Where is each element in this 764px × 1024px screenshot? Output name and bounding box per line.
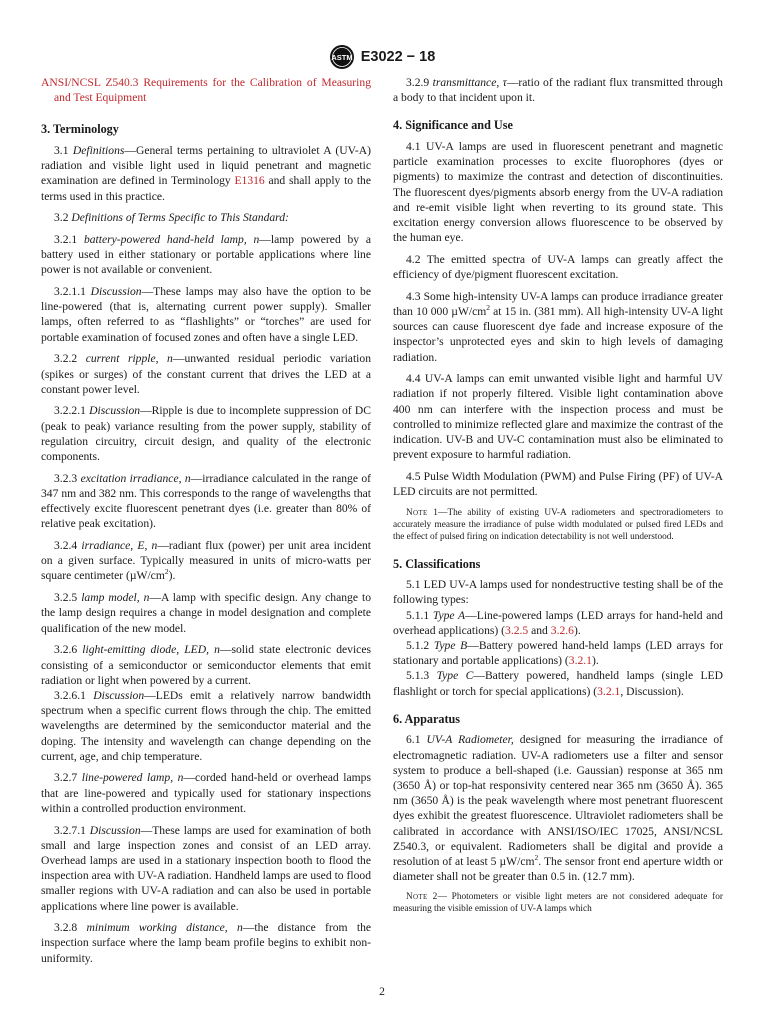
para-4-2: 4.2 The emitted spectra of UV-A lamps can greatly affect the efficiency of dye/pigment fluorescent excitation. bbox=[393, 252, 723, 282]
para-3-2: 3.2 Definitions of Terms Specific to This Standard: bbox=[54, 211, 289, 225]
para-3-2-5: 3.2.5 lamp model, n—A lamp with specific design. Any change to the lamp design requires a change in model designation and complete qualification of the new model. bbox=[41, 591, 371, 635]
section-heading-apparatus: 6. Apparatus bbox=[393, 711, 461, 726]
reference-link-3-2-1[interactable]: 3.2.1 bbox=[568, 654, 592, 668]
para-5-1-3: 5.1.3 Type C—Battery powered, handheld lamps (single LED flashlight or torch for special applications) (3.2.1, Discussion). bbox=[393, 669, 723, 698]
page-number: 2 bbox=[379, 985, 385, 998]
para-4-1: 4.1 UV-A lamps are used in fluorescent penetrant and magnetic particle examination processes to excite fluorophores (dyes or pigments) to maximize the contrast and detection of discontinuities. The fluorescent dyes/pigments absorb energy from the UV-A radiation and re-emit visible light when reverting to its ground state. This excitation energy conversion allows fluorescence to be observed by the human eye. bbox=[393, 139, 723, 245]
para-3-2-7-1: 3.2.7.1 Discussion—These lamps are used for examination of both small and large inspection zones and consist of an LED array. Overhead lamps are used in a stationary inspection booth to flood the inspection area with UV-A radiation. Handheld lamps are used to flood smaller regions with UV-A radiation and can also be used in portable applications where line power is available. bbox=[41, 823, 371, 913]
reference-link-3-2-6[interactable]: 3.2.6 bbox=[550, 623, 574, 637]
para-3-2-2-1: 3.2.2.1 Discussion—Ripple is due to incomplete suppression of DC (peak to peak) variance resulting from the power supply, stability of regulation circuitry, circuit design, and quality of the electronic components. bbox=[41, 404, 371, 464]
para-3-2-6-1: 3.2.6.1 Discussion—LEDs emit a relatively narrow bandwidth spectrum when a specific current flows through the chip. The emitted wavelengths are determined by the semiconductor material and the doping. The intensity and wavelength can change depending on the current, age, and chip temperature. bbox=[41, 688, 371, 763]
para-3-2-9: 3.2.9 transmittance, τ—ratio of the radiant flux transmitted through a body to that incident upon it. bbox=[393, 76, 723, 105]
para-3-2-6: 3.2.6 light-emitting diode, LED, n—solid state electronic devices consisting of a semiconductor or semiconductor elements that emit radiation or light when powered by a current. bbox=[41, 643, 371, 687]
para-4-5: 4.5 Pulse Width Modulation (PWM) and Pulse Firing (PF) of UV-A LED circuits are not permitted. bbox=[393, 469, 723, 499]
para-4-4: 4.4 UV-A lamps can emit unwanted visible light and harmful UV radiation if not properly filtered. Visible light contamination above 400 nm can interfere with the inspection process and must be controlled to minimize reflected glare and maximize the contrast of the indication. UV-B and UV-C contamination must also be eliminated to prevent exposure to harmful radiation. bbox=[393, 372, 723, 462]
note-1: Note 1—The ability of existing UV-A radiometers and spectroradiometers to accurately measure the irradiance of pulse width modulated or pulsed fired LEDs and the effect of pulsed firing on indication detectability is not well understood. bbox=[393, 508, 724, 542]
para-5-1-1: 5.1.1 Type A—Line-powered lamps (LED arrays for hand-held and overhead applications) (3.2.5 and 3.2.6). bbox=[393, 608, 723, 637]
para-3-2-7: 3.2.7 line-powered lamp, n—corded hand-held or overhead lamps that are line-powered and typically used for stationary inspections within a controlled production environment. bbox=[41, 771, 371, 815]
reference-link-3-2-5[interactable]: 3.2.5 bbox=[505, 623, 529, 637]
para-5-1: 5.1 LED UV-A lamps used for nondestructive testing shall be of the following types: bbox=[393, 578, 724, 607]
note-2: Note 2— Photometers or visible light meters are not considered adequate for measuring the visible emission of UV-A lamps which bbox=[393, 892, 723, 915]
logo-text: ASTM bbox=[331, 53, 353, 62]
section-heading-classifications: 5. Classifications bbox=[393, 556, 481, 571]
page-header bbox=[0, 44, 764, 70]
para-6-1: 6.1 UV-A Radiometer, designed for measuring the irradiance of electromagnetic radiation. UV-A radiometers use a filter and sensor system to produce a bell-shaped (i.e. Gaussian) response at 365 nm (3650 Å) or top-hat responsivity centered near 365 nm (3650 Å). 365 nm (3650 Å) is the peak wavelength where most penetrant fluorescent dyes exhibit the greatest fluorescence. Ultraviolet radiometers shall be calibrated in accordance with ANSI/ISO/IEC 17025, ANSI/NCSL Z540.3, or equivalent. Radiometers shall be digital and provide a resolution of at least 5 $\mu W/cm^2$. The sensor front end aperture width or diameter shall not be greater than 0.5 in. (12.7 mm). bbox=[393, 733, 724, 884]
left-column bbox=[41, 75, 371, 966]
reference-ansi-z540 bbox=[41, 75, 371, 105]
para-3-2-4: 3.2.4 irradiance, E, n—radiant flux (power) per unit area incident on a given surface. Typically measured in units of micro-watts per square centimeter $(\mu W/cm^2)$. bbox=[41, 539, 371, 583]
para-3-2-8: 3.2.8 minimum working distance, n—the distance from the inspection surface where the lamp beam profile begins to exhibit non-uniformity. bbox=[41, 921, 372, 965]
section-heading-terminology: 3. Terminology bbox=[41, 122, 119, 137]
para-3-2-3: 3.2.3 excitation irradiance, n—irradiance calculated in the range of 347 nm and 382 nm. This corresponds to the range of wavelengths that effectively excite fluorescent penetrant dyes (i.e. greater than 80% of relative peak excitation). bbox=[41, 471, 371, 531]
para-3-2-1: 3.2.1 battery-powered hand-held lamp, n—lamp powered by a battery used in either stationary or portable applications where line power is not available or convenient. bbox=[41, 232, 371, 277]
document-designation: E3022 − 18 bbox=[360, 49, 436, 65]
para-5-1-2: 5.1.2 Type B—Battery powered hand-held lamps (LED arrays for stationary and portable applications) (3.2.1). bbox=[393, 639, 723, 668]
para-3-1: 3.1 Definitions—General terms pertaining to ultraviolet A (UV-A) radiation and visible light used in liquid penetrant and magnetic examination are defined in Terminology E1316 and shall apply to the terms used in this practice. bbox=[41, 143, 371, 203]
reference-title: Requirements for the Calibration of Measuring and Test Equipment bbox=[54, 76, 371, 105]
para-3-2-1-1: 3.2.1.1 Discussion—These lamps may also have the option to be line-powered (that is, alternating current power supply). Smaller lamps, often referred to as “flashlights” or “torches” are used for portable examination of focused zones and often have a single LED. bbox=[41, 285, 371, 344]
reference-link-ansi-z540[interactable]: ANSI/NCSL Z540.3 bbox=[41, 76, 139, 89]
para-3-2-2: 3.2.2 current ripple, n—unwanted residual periodic variation (spikes or surges) of the constant current that drives the LED at a constant power level. bbox=[41, 352, 371, 396]
para-4-3: 4.3 Some high-intensity UV-A lamps can produce irradiance greater than 10 000 $\mu W/cm^2$ at 15 in. (381 mm). All high-intensity UV-A light sources can cause fluorescent dye fade and increase exposure of the inspector’s unprotected eyes and skin to high levels of damaging radiation. bbox=[393, 289, 723, 364]
right-column bbox=[393, 75, 723, 916]
reference-link-e1316[interactable]: E1316 bbox=[234, 174, 265, 188]
section-heading-significance: 4. Significance and Use bbox=[393, 118, 513, 133]
reference-link-3-2-1-discussion[interactable]: 3.2.1 bbox=[597, 684, 621, 698]
astm-logo-icon bbox=[329, 44, 355, 70]
